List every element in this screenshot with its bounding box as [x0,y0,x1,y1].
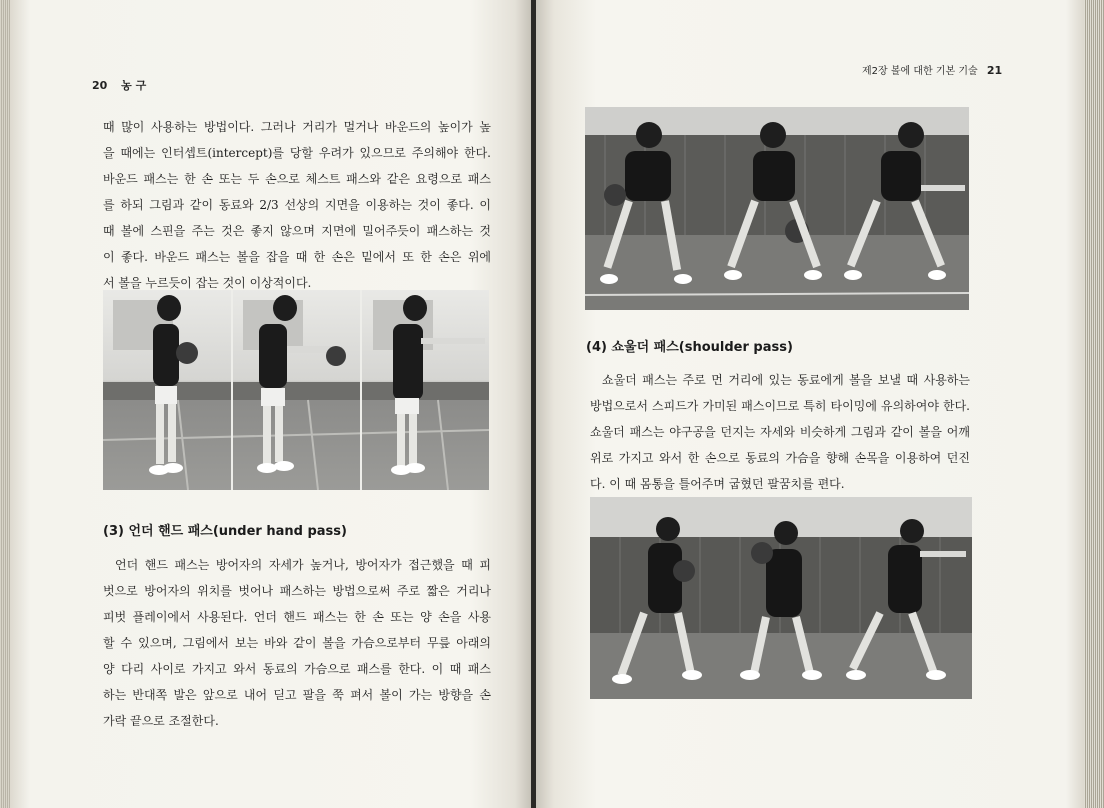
text-line: 위로 가지고 와서 한 손으로 동료의 가슴을 향해 손목을 이용하여 던진 [590,451,970,465]
text-line: 양 다리 사이로 가지고 와서 동료의 가슴으로 패스를 한다. 이 때 패스 [103,662,491,676]
chapter-title: 제2장 볼에 대한 기본 기술 [862,66,978,77]
text-line: 때 볼에 스핀을 주는 것은 좋지 않으며 지면에 밀어주듯이 패스하는 것 [103,224,491,238]
text-line: 피벗 플레이에서 사용된다. 언더 핸드 패스는 한 손 또는 양 손을 사용 [103,610,491,624]
left-page-header [92,77,146,93]
text-line: 바운드 패스는 한 손 또는 두 손으로 체스트 패스와 같은 요령으로 패스 [103,172,491,186]
text-line: 이 좋다. 바운드 패스는 볼을 잡을 때 한 손은 밑에서 또 한 손은 위에 [103,250,491,264]
paragraph-under-hand-pass [103,552,491,734]
bounce-pass-photo [103,290,489,490]
paragraph-shoulder-pass [590,367,970,497]
page-edges-left [0,0,10,808]
text-line: 방법으로서 스피드가 가미된 패스이므로 특히 타이밍에 유의하여야 한다. [590,399,970,413]
page-number: 20 [92,79,108,92]
text-line: 할 수 있으며, 그림에서 보는 바와 같이 볼을 가슴으로부터 무릎 아래의 [103,636,491,650]
paragraph-bounce-pass [103,114,491,296]
section-3-title: (3) 언더 핸드 패스(under hand pass) [103,524,347,539]
text-line: 다. 이 때 몸통을 틀어주며 굽혔던 팔꿈치를 편다. [590,477,845,491]
text-line: 을 때에는 인터셉트(intercept)를 당할 우려가 있으므로 주의해야 한다. [103,146,491,160]
text-line: 가락 끝으로 조절한다. [103,714,219,728]
text-line: 벗으로 방어자의 위치를 벗어나 패스하는 방법으로써 주로 짧은 거리나 [103,584,491,598]
text-line: 언더 핸드 패스는 방어자의 자세가 높거나, 방어자가 접근했을 때 피 [115,558,491,572]
shoulder-pass-photo [590,497,972,699]
right-page-header [862,62,1002,77]
section-4-title: (4) 쇼울더 패스(shoulder pass) [586,340,793,355]
text-line: 하는 반대쪽 발은 앞으로 내어 딛고 팔을 쭉 펴서 볼이 가는 방향을 손 [103,688,491,702]
text-line: 쇼울더 패스는 야구공을 던지는 자세와 비슷하게 그림과 같이 볼을 어깨 [590,425,970,439]
text-line: 때 많이 사용하는 방법이다. 그러나 거리가 멀거나 바운드의 높이가 높 [103,120,491,134]
text-line: 를 하되 그림과 같이 동료와 2/3 선상의 지면을 이용하는 것이 좋다. 이 [103,198,491,212]
chapter-title: 농 구 [121,79,147,92]
text-line: 쇼울더 패스는 주로 먼 거리에 있는 동료에게 볼을 보낼 때 사용하는 [602,373,970,387]
pass-sequence-photo-top [585,107,969,310]
page-number: 21 [986,64,1003,77]
page-edges-right [1084,0,1104,808]
text-line: 서 볼을 누르듯이 잡는 것이 이상적이다. [103,276,312,290]
